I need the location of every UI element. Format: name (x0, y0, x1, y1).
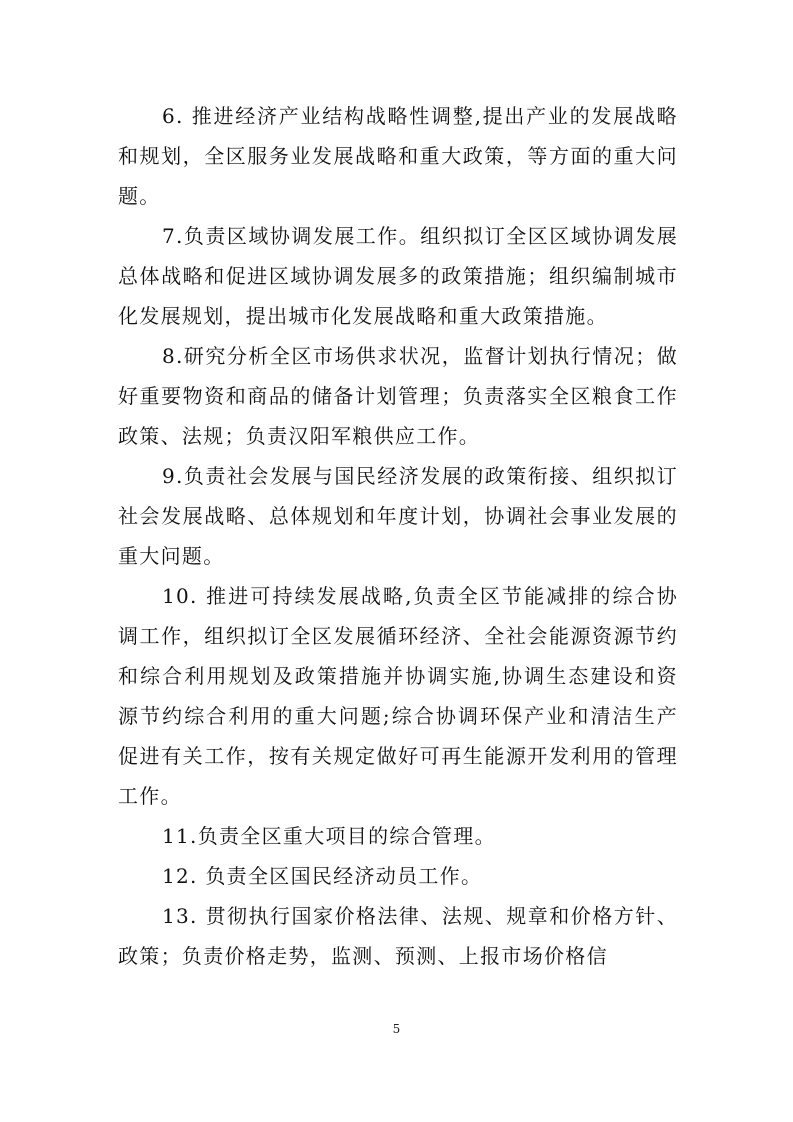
paragraph-item-13: 13. 贯彻执行国家价格法律、法规、规章和价格方针、政策；负责价格走势，监测、预测、上报市场价格信 (118, 904, 678, 968)
paragraph-item-9: 9.负责社会发展与国民经济发展的政策衔接、组织拟订社会发展战略、总体规划和年度计划，协调社会事业发展的重大问题。 (118, 464, 678, 568)
page-number: 5 (392, 1022, 401, 1036)
paragraph-item-10: 10. 推进可持续发展战略,负责全区节能减排的综合协调工作，组织拟订全区发展循环经济、全社会能源资源节约和综合利用规划及政策措施并协调实施,协调生态建设和资源节约综合利用的重大问题;综合协调环保产业和清洁生产促进有关工作，按有关规定做好可再生能源开发利用的管理工作。 (118, 584, 678, 808)
paragraph-item-8: 8.研究分析全区市场供求状况，监督计划执行情况；做好重要物资和商品的储备计划管理；负责落实全区粮食工作政策、法规；负责汉阳军粮供应工作。 (118, 344, 678, 448)
paragraph-item-7: 7.负责区域协调发展工作。组织拟订全区区域协调发展总体战略和促进区域协调发展多的政策措施；组织编制城市化发展规划，提出城市化发展战略和重大政策措施。 (118, 224, 678, 328)
document-body (118, 96, 678, 976)
paragraph-item-11: 11.负责全区重大项目的综合管理。 (162, 824, 496, 848)
paragraph-item-6: 6. 推进经济产业结构战略性调整,提出产业的发展战略和规划，全区服务业发展战略和重大政策，等方面的重大问题。 (118, 104, 678, 208)
paragraph-item-12: 12. 负责全区国民经济动员工作。 (162, 864, 483, 888)
